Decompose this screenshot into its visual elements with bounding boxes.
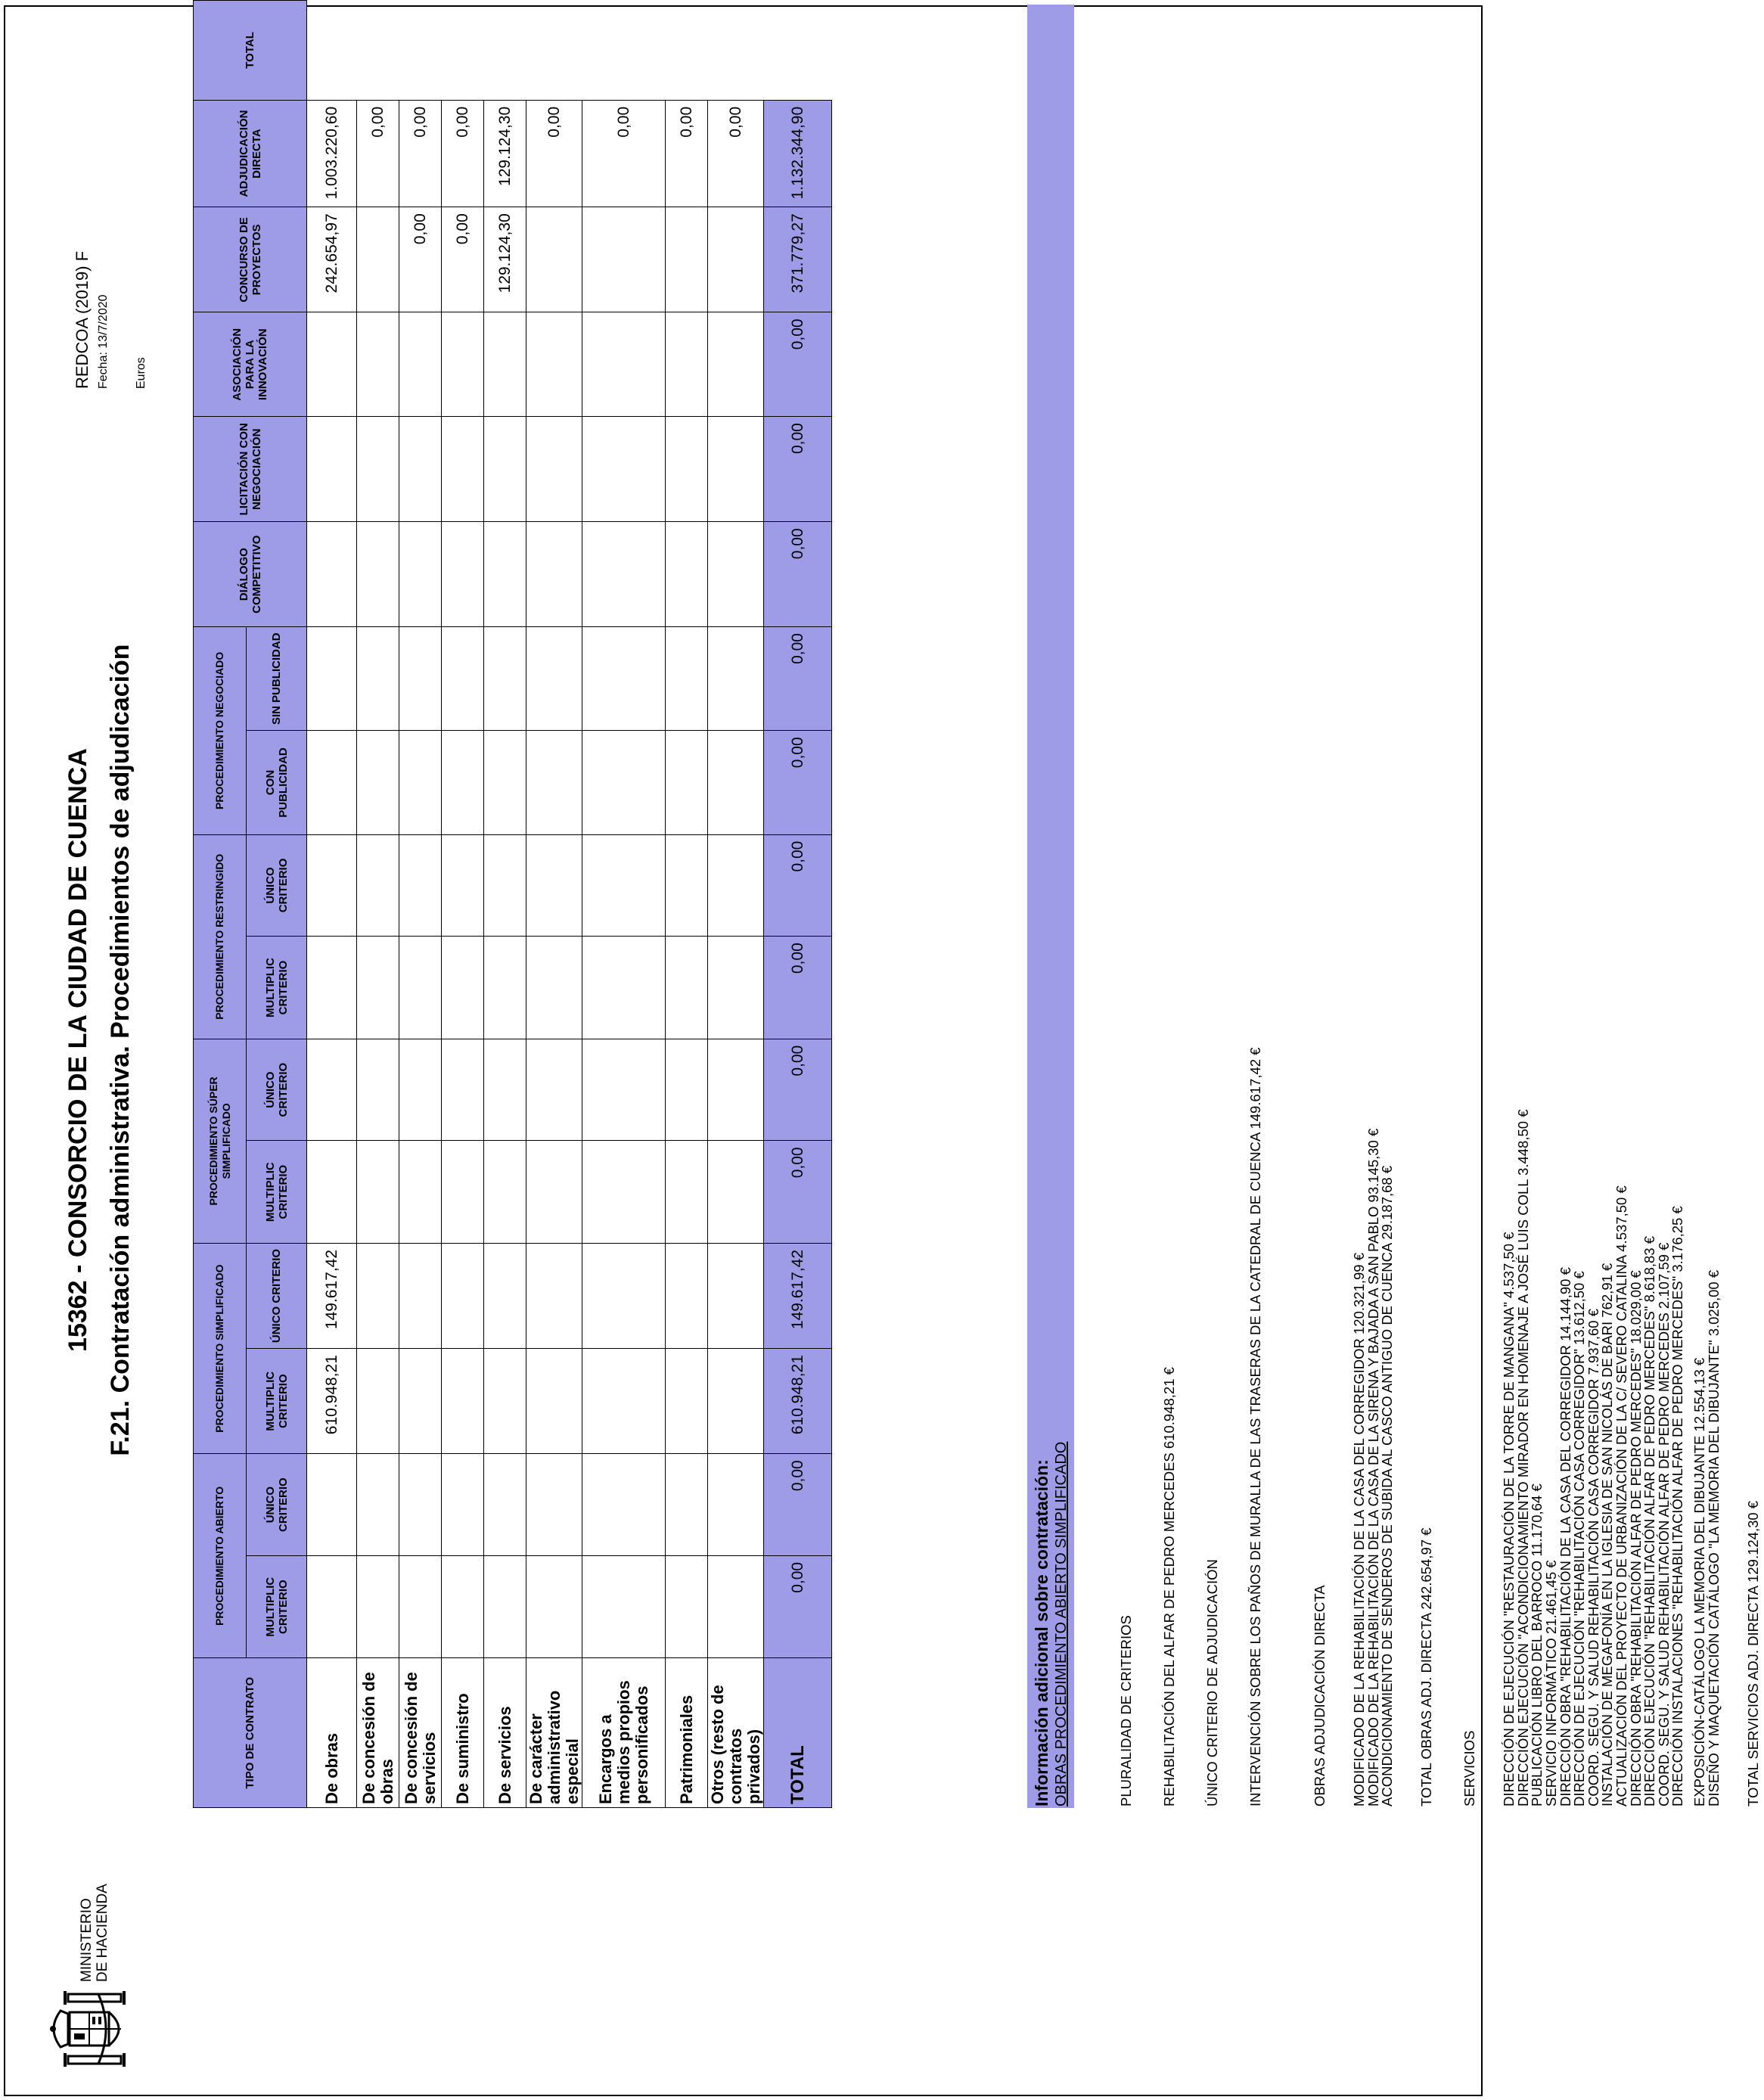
table-cell	[582, 312, 666, 417]
table-cell	[582, 731, 666, 834]
table-cell	[484, 417, 526, 522]
table-cell	[708, 1141, 764, 1244]
table-cell	[442, 937, 484, 1039]
table-cell: 0,00	[666, 100, 708, 207]
table-cell	[666, 1349, 708, 1454]
note-line: SERVICIO INFORMÁTICO 21.461,45 €	[1543, 1560, 1560, 1806]
table-cell	[666, 1555, 708, 1658]
note-line: PUBLICACIÓN LIBRO DEL BARROCO 11.170,64 €	[1529, 1483, 1545, 1806]
table-cell	[307, 522, 357, 627]
total-cell: 149.617,42	[764, 1243, 832, 1348]
table-cell	[526, 731, 582, 834]
table-cell	[526, 1243, 582, 1348]
col-header-dialogo: DIÁLOGO COMPETITIVO	[194, 522, 307, 627]
total-cell: 0,00	[764, 522, 832, 627]
table-cell	[708, 1349, 764, 1454]
table-cell	[357, 731, 399, 834]
note-line: REHABILITACIÓN DEL ALFAR DE PEDRO MERCEDES 610.948,21 €	[1160, 1367, 1177, 1806]
table-cell	[666, 207, 708, 312]
table-cell	[357, 1454, 399, 1556]
row-label: De obras	[307, 1658, 357, 1808]
table-cell	[357, 1243, 399, 1348]
table-cell	[307, 417, 357, 522]
row-label: De concesión de obras	[357, 1658, 399, 1808]
table-cell	[357, 207, 399, 312]
total-cell: 0,00	[764, 1039, 832, 1141]
info-subtitle: OBRAS PROCEDIMIENTO ABIERTO SIMPLIFICADO	[1053, 1441, 1070, 1806]
table-cell	[307, 1039, 357, 1141]
table-cell	[307, 627, 357, 731]
row-label: Otros (resto de contratos privados)	[708, 1658, 764, 1808]
group-header-super: PROCEDIMIENTO SÚPER SIMPLIFICADO	[194, 1039, 247, 1243]
table-cell	[399, 1039, 442, 1141]
table-cell	[666, 627, 708, 731]
col-header-adjudicacion: ADJUDICACIÓN DIRECTA	[194, 100, 307, 207]
table-cell	[399, 731, 442, 834]
table-row	[399, 1, 442, 1808]
table-cell	[666, 1141, 708, 1244]
note-line: COORD. SEGU. Y SALUD REHABILITACIÓN CASA CORREGIDOR 7.937,60 €	[1585, 1309, 1601, 1806]
table-cell	[484, 312, 526, 417]
table-cell	[708, 1243, 764, 1348]
total-cell: 0,00	[764, 1454, 832, 1556]
note-line: DISEÑO Y MAQUETACIÓN CATÁLOGO "LA MEMORIA DEL DIBUJANTE" 3.025,00 €	[1705, 1269, 1722, 1806]
table-cell	[666, 937, 708, 1039]
table-cell	[442, 1454, 484, 1556]
note-line: OBRAS ADJUDICACIÓN DIRECTA	[1312, 1585, 1328, 1806]
table-cell	[442, 1349, 484, 1454]
group-header-abierto: PROCEDIMIENTO ABIERTO	[194, 1454, 247, 1658]
total-cell: 0,00	[764, 731, 832, 834]
table-body	[307, 1, 832, 1808]
table-cell	[307, 312, 357, 417]
note-line: DIRECCIÓN DE EJECUCIÓN "RESTAURACIÓN DE LA TORRE DE MANGANA" 4.537,50 €	[1501, 1232, 1517, 1806]
table-cell	[442, 417, 484, 522]
table-cell	[399, 1243, 442, 1348]
note-line: COORD. SEGU. Y SALUD REHABILITACIÓN ALFAR DE PEDRO MERCEDES 2.107,59 €	[1655, 1242, 1672, 1806]
note-line: INTERVENCIÓN SOBRE LOS PAÑOS DE MURALLA DE LAS TRASERAS DE LA CATEDRAL DE CUENCA 149.617,42 €	[1247, 1047, 1263, 1806]
total-cell: 0,00	[764, 627, 832, 731]
note-line: EXPOSICIÓN-CATÁLOGO LA MEMORIA DEL DIBUJANTE 12.554,13 €	[1691, 1357, 1707, 1806]
table-cell	[357, 1349, 399, 1454]
row-label: De servicios	[484, 1658, 526, 1808]
row-label: De carácter administrativo especial	[526, 1658, 582, 1808]
ministry-name: MINISTERIO DE HACIENDA	[79, 1884, 110, 1982]
table-cell	[399, 627, 442, 731]
col-header-unico: ÚNICO CRITERIO	[247, 1454, 307, 1556]
table-cell	[666, 312, 708, 417]
table-cell	[442, 312, 484, 417]
table-cell	[582, 937, 666, 1039]
table-row	[442, 1, 484, 1808]
table-row	[666, 1, 708, 1808]
row-label: Patrimoniales	[666, 1658, 708, 1808]
table-cell	[708, 417, 764, 522]
table-cell	[357, 1039, 399, 1141]
table-cell	[484, 627, 526, 731]
table-cell	[582, 1039, 666, 1141]
total-cell: 0,00	[764, 937, 832, 1039]
table-cell: 0,00	[442, 207, 484, 312]
total-cell: 1.132.344,90	[764, 100, 832, 207]
note-line: ÚNICO CRITERIO DE ADJUDICACIÓN	[1203, 1559, 1220, 1806]
table-cell	[666, 1454, 708, 1556]
table-cell	[582, 1141, 666, 1244]
table-cell	[484, 1349, 526, 1454]
currency-label: Euros	[135, 357, 148, 389]
table-cell	[526, 1039, 582, 1141]
table-cell	[357, 1555, 399, 1658]
table-cell	[526, 1349, 582, 1454]
table-row	[582, 1, 666, 1808]
col-header-total: TOTAL	[194, 1, 307, 101]
table-cell: 129.124,30	[484, 207, 526, 312]
table-cell	[666, 417, 708, 522]
table-cell	[399, 937, 442, 1039]
col-header-licitacion: LICITACIÓN CON NEGOCIACIÓN	[194, 417, 307, 522]
col-header-tipo: TIPO DE CONTRATO	[194, 1658, 307, 1808]
table-row	[484, 1, 526, 1808]
table-cell	[582, 522, 666, 627]
col-header-con-publicidad: CON PUBLICIDAD	[247, 731, 307, 834]
table-cell	[484, 1243, 526, 1348]
table-cell	[526, 937, 582, 1039]
table-cell	[484, 1454, 526, 1556]
total-cell: 371.779,27	[764, 207, 832, 312]
col-header-concurso: CONCURSO DE PROYECTOS	[194, 207, 307, 312]
table-cell	[666, 834, 708, 937]
table-cell	[357, 522, 399, 627]
table-cell	[484, 1141, 526, 1244]
table-cell	[582, 1349, 666, 1454]
table-cell	[526, 1141, 582, 1244]
table-cell	[442, 1141, 484, 1244]
note-line: PLURALIDAD DE CRITERIOS	[1117, 1615, 1134, 1806]
col-header-asociacion: ASOCIACIÓN PARA LA INNOVACIÓN	[194, 312, 307, 417]
table-cell	[357, 627, 399, 731]
total-cell: 0,00	[764, 417, 832, 522]
table-cell	[399, 1555, 442, 1658]
table-cell	[307, 1454, 357, 1556]
table-cell	[307, 937, 357, 1039]
table-cell	[708, 522, 764, 627]
table-cell	[442, 1243, 484, 1348]
table-cell	[442, 1555, 484, 1658]
table-cell: 129.124,30	[484, 100, 526, 207]
table-cell: 0,00	[399, 207, 442, 312]
table-cell	[357, 312, 399, 417]
note-line: MODIFICADO DE LA REHABILITACIÓN DE LA CASA DE LA SIRENA Y BAJADA A SAN PABLO 93.145,30 €	[1365, 1128, 1381, 1806]
table-cell: 0,00	[526, 100, 582, 207]
table-cell	[442, 1039, 484, 1141]
table-cell	[582, 627, 666, 731]
note-line: INSTALACIÓN DE MEGAFONÍA EN LA IGLESIA DE SAN NICOLÁS DE BARI 762,91 €	[1599, 1263, 1616, 1806]
table-cell	[708, 312, 764, 417]
row-label: Encargos a medios propios personificados	[582, 1658, 666, 1808]
procedures-table	[193, 0, 832, 1808]
table-cell	[526, 834, 582, 937]
table-cell	[357, 937, 399, 1039]
table-cell	[307, 731, 357, 834]
note-line: TOTAL OBRAS ADJ. DIRECTA 242.654,97 €	[1418, 1527, 1435, 1806]
group-header-simplificado: PROCEDIMIENTO SIMPLIFICADO	[194, 1243, 247, 1453]
table-row	[708, 1, 764, 1808]
table-cell	[399, 417, 442, 522]
table-cell	[666, 1243, 708, 1348]
note-line: DIRECCIÓN EJECUCIÓN "ACONDICIONAMIENTO MIRADOR EN HOMENAJE A JOSÉ LUIS COLL 3.448,50 €	[1514, 1109, 1531, 1806]
col-header-multiplic: MULTIPLIC CRITERIO	[247, 1555, 307, 1658]
col-header-unico: ÚNICO CRITERIO	[247, 1039, 307, 1141]
table-cell: 0,00	[708, 100, 764, 207]
table-cell	[484, 1039, 526, 1141]
col-header-unico: ÚNICO CRITERIO	[247, 1243, 307, 1348]
table-cell	[708, 627, 764, 731]
table-cell	[582, 417, 666, 522]
table-cell	[442, 731, 484, 834]
table-cell	[582, 1454, 666, 1556]
table-cell	[484, 731, 526, 834]
table-row	[307, 1, 357, 1808]
col-header-multiplic: MULTIPLIC CRITERIO	[247, 1141, 307, 1244]
table-cell	[526, 1555, 582, 1658]
table-cell	[526, 522, 582, 627]
note-line: TOTAL SERVICIOS ADJ. DIRECTA 129.124,30 €	[1744, 1500, 1761, 1806]
table-cell	[399, 522, 442, 627]
page-subtitle: F.21. Contratación administrativa. Procedimientos de adjudicación	[106, 644, 135, 1456]
table-cell	[708, 731, 764, 834]
note-line: ACONDICIONAMIENTO DE SENDEROS DE SUBIDA AL CASCO ANTIGUO DE CUENCA 29.187,68 €	[1379, 1165, 1396, 1806]
table-row	[357, 1, 399, 1808]
table-cell	[399, 1454, 442, 1556]
col-header-unico: ÚNICO CRITERIO	[247, 834, 307, 937]
table-cell	[442, 522, 484, 627]
note-line: ACTUALIZACIÓN DEL PROYECTO DE URBANIZACIÓN DE LA C/ SEVERO CATALINA 4.537,50 €	[1613, 1185, 1630, 1806]
note-line: SERVICIOS	[1461, 1730, 1478, 1806]
total-cell: 0,00	[764, 1555, 832, 1658]
table-cell	[484, 522, 526, 627]
table-cell: 242.654,97	[307, 207, 357, 312]
row-label: De concesión de servicios	[399, 1658, 442, 1808]
table-cell	[442, 834, 484, 937]
table-cell	[708, 834, 764, 937]
table-cell: 1.003.220,60	[307, 100, 357, 207]
table-cell	[526, 417, 582, 522]
table-row	[526, 1, 582, 1808]
table-cell	[708, 937, 764, 1039]
note-line: MODIFICADO DE LA REHABILITACIÓN DE LA CASA DEL CORREGIDOR 120.321,99 €	[1351, 1252, 1367, 1806]
row-label: De suministro	[442, 1658, 484, 1808]
note-line: DIRECCIÓN DE EJECUCIÓN "REHABILITACIÓN CASA CORREGIDOR" 13.612,50 €	[1571, 1271, 1588, 1806]
table-cell	[526, 312, 582, 417]
col-header-multiplic: MULTIPLIC CRITERIO	[247, 1349, 307, 1454]
redcoa-label: REDCOA (2019) F	[73, 250, 92, 389]
note-line: DIRECCIÓN OBRA "REHABILITACIÓN DE LA CASA DEL CORREGIDOR 14.144,90 €	[1557, 1267, 1573, 1806]
table-cell	[582, 1555, 666, 1658]
table-cell: 149.617,42	[307, 1243, 357, 1348]
table-cell	[582, 834, 666, 937]
table-cell	[666, 731, 708, 834]
table-cell	[484, 937, 526, 1039]
table-cell	[307, 1555, 357, 1658]
note-line: DIRECCIÓN INSTALACIONES "REHABILITACIÓN ALFAR DE PEDRO MERCEDES" 3.176,25 €	[1669, 1206, 1686, 1806]
group-header-restringido: PROCEDIMIENTO RESTRINGIDO	[194, 834, 247, 1039]
table-cell	[708, 207, 764, 312]
table-cell	[526, 207, 582, 312]
table-cell	[666, 522, 708, 627]
group-header-negociado: PROCEDIMIENTO NEGOCIADO	[194, 627, 247, 835]
table-cell	[484, 834, 526, 937]
report-date: Fecha: 13/7/2020	[97, 294, 110, 389]
table-cell	[526, 627, 582, 731]
table-cell	[357, 417, 399, 522]
table-cell	[357, 1141, 399, 1244]
table-cell	[399, 312, 442, 417]
note-line: DIRECCIÓN EJECUCIÓN "REHABILITACIÓN ALFAR DE PEDRO MERCEDES" 8.618,83 €	[1641, 1235, 1658, 1806]
table-cell	[357, 834, 399, 937]
table-cell	[442, 627, 484, 731]
table-cell	[307, 1141, 357, 1244]
note-line: DIRECCIÓN OBRA "REHABILITACIÓN ALFAR DE PEDRO MERCEDES" 18.029,00 €	[1627, 1270, 1644, 1806]
total-cell: 0,00	[764, 834, 832, 937]
table-cell	[708, 1039, 764, 1141]
total-cell: 0,00	[764, 312, 832, 417]
table-cell	[484, 1555, 526, 1658]
table-cell	[399, 1141, 442, 1244]
total-row	[764, 1, 832, 1808]
table-cell: 0,00	[442, 100, 484, 207]
table-cell	[666, 1039, 708, 1141]
table-cell: 610.948,21	[307, 1349, 357, 1454]
table-cell	[708, 1454, 764, 1556]
table-cell	[708, 1555, 764, 1658]
page-title: 15362 - CONSORCIO DE LA CIUDAD DE CUENCA	[64, 748, 92, 1352]
info-title: Información adicional sobre contratación:	[1032, 1459, 1051, 1806]
table-cell: 0,00	[582, 100, 666, 207]
table-cell	[582, 1243, 666, 1348]
total-cell: 610.948,21	[764, 1349, 832, 1454]
table-cell: 0,00	[357, 100, 399, 207]
col-header-sin-publicidad: SIN PUBLICIDAD	[247, 627, 307, 731]
info-notes	[1094, 1048, 1764, 1806]
total-label: TOTAL	[764, 1658, 832, 1808]
table-cell	[399, 1349, 442, 1454]
table-cell	[582, 207, 666, 312]
total-cell: 0,00	[764, 1141, 832, 1244]
table-cell	[526, 1454, 582, 1556]
col-header-multiplic: MULTIPLIC CRITERIO	[247, 937, 307, 1039]
table-cell	[307, 834, 357, 937]
table-cell	[399, 834, 442, 937]
table-cell: 0,00	[399, 100, 442, 207]
